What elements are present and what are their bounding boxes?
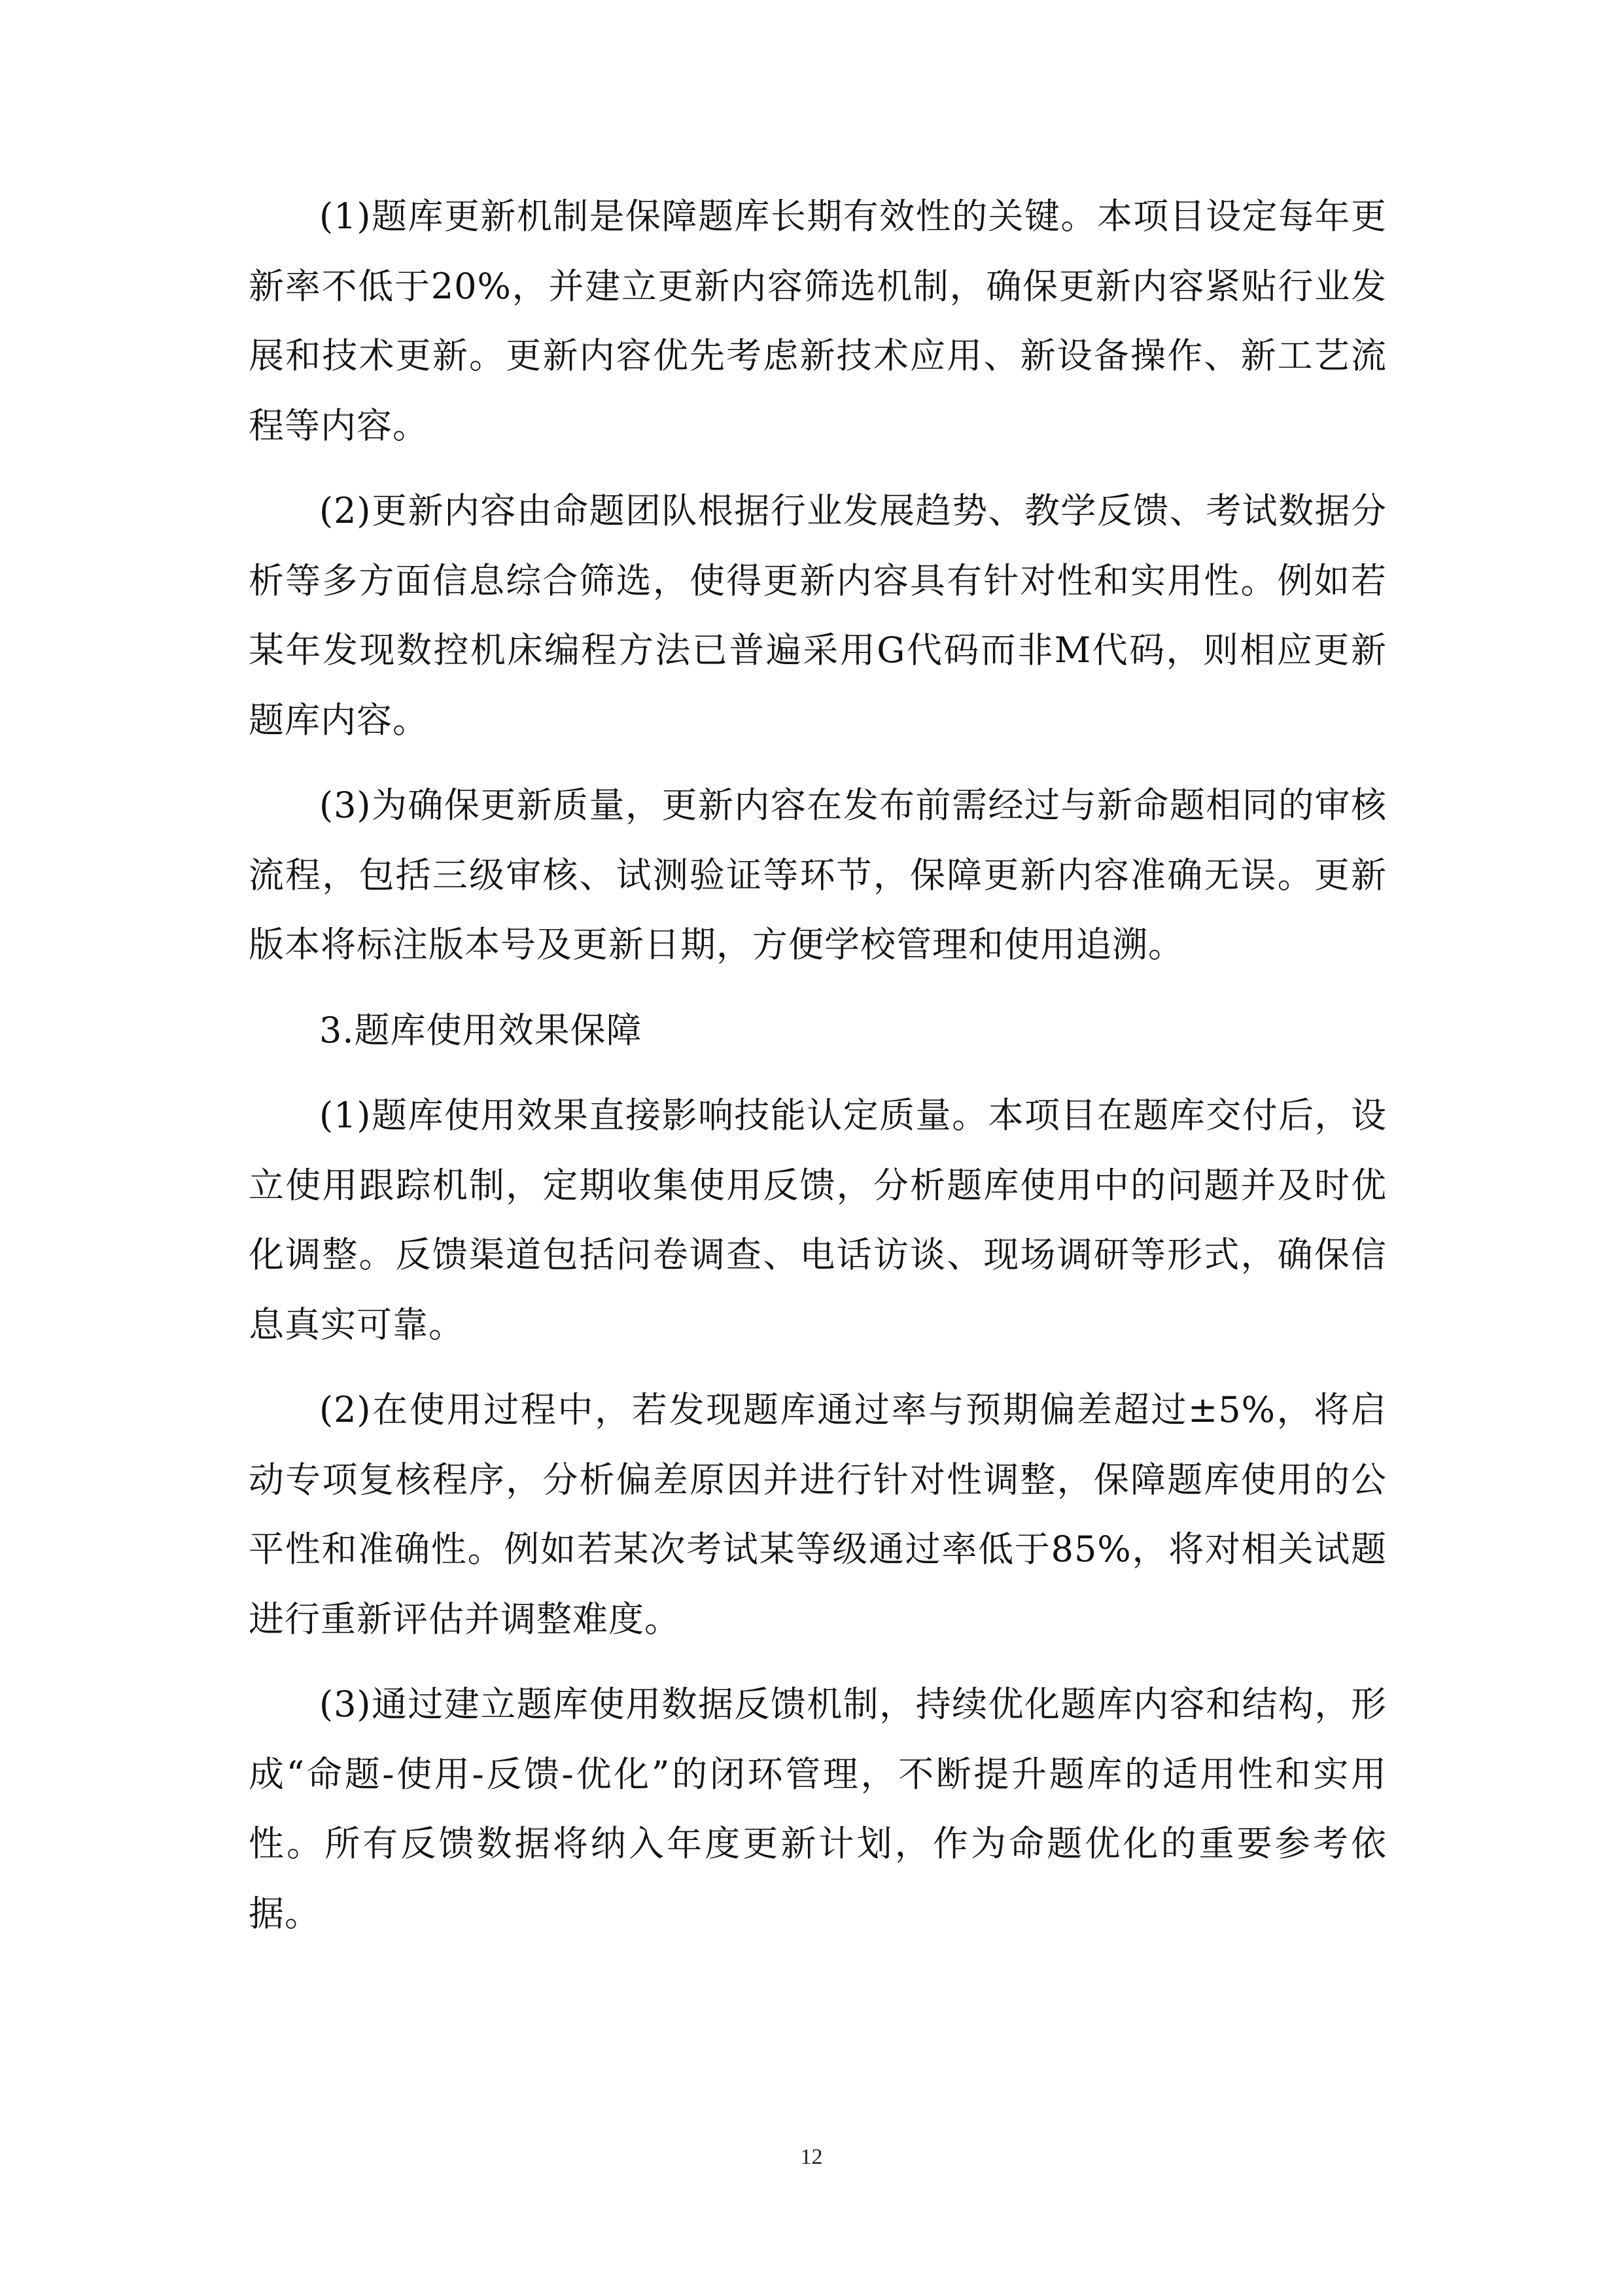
paragraph-update-content-selection: (2)更新内容由命题团队根据行业发展趋势、教学反馈、考试数据分析等多方面信息综合筛选，使得更新内容具有针对性和实用性。例如若某年发现数控机床编程方法已普遍采用G代码而非M代码，则相应更新题库内容。 (249, 490, 1387, 741)
paragraph-feedback-loop: (3)通过建立题库使用数据反馈机制，持续优化题库内容和结构，形成“命题-使用-反馈-优化”的闭环管理，不断提升题库的适用性和实用性。所有反馈数据将纳入年度更新计划，作为命题优化的重要参考依据。 (249, 1684, 1387, 1934)
paragraph-update-mechanism: (1)题库更新机制是保障题库长期有效性的关键。本项目设定每年更新率不低于20%，并建立更新内容筛选机制，确保更新内容紧贴行业发展和技术更新。更新内容优先考虑新技术应用、新设备操作、新工艺流程等内容。 (249, 196, 1387, 446)
paragraph-update-quality: (3)为确保更新质量，更新内容在发布前需经过与新命题相同的审核流程，包括三级审核、试测验证等环节，保障更新内容准确无误。更新版本将标注版本号及更新日期，方便学校管理和使用追溯。 (249, 785, 1387, 965)
document-body (249, 182, 1387, 1964)
paragraph-usage-tracking: (1)题库使用效果直接影响技能认定质量。本项目在题库交付后，设立使用跟踪机制，定期收集使用反馈，分析题库使用中的问题并及时优化调整。反馈渠道包括问卷调查、电话访谈、现场调研等形式，确保信息真实可靠。 (249, 1095, 1387, 1345)
section-heading-usage-assurance: 3.题库使用效果保障 (319, 1009, 642, 1051)
page-number: 12 (800, 2145, 823, 2169)
paragraph-pass-rate-review: (2)在使用过程中，若发现题库通过率与预期偏差超过±5%，将启动专项复核程序，分析偏差原因并进行针对性调整，保障题库使用的公平性和准确性。例如若某次考试某等级通过率低于85%，将对相关试题进行重新评估并调整难度。 (249, 1389, 1387, 1640)
